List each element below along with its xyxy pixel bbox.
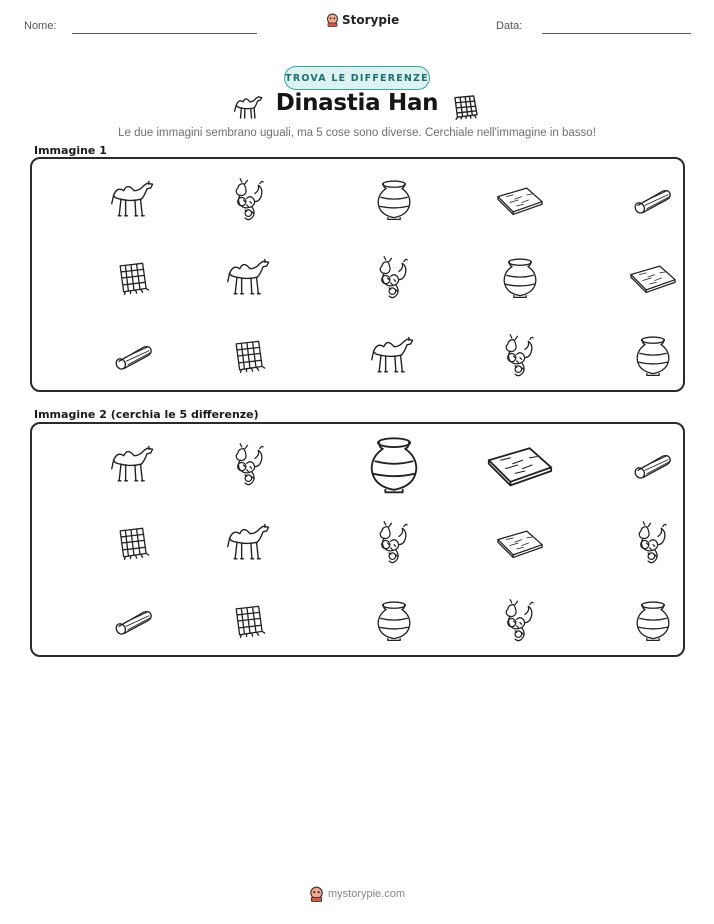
storypie-mascot-icon bbox=[309, 886, 324, 902]
silk-cloth-icon bbox=[449, 92, 483, 122]
paper-icon[interactable] bbox=[470, 504, 570, 582]
scroll-icon[interactable] bbox=[603, 426, 703, 504]
storypie-logo bbox=[326, 13, 399, 27]
pot-icon[interactable] bbox=[603, 582, 703, 660]
scroll-icon bbox=[84, 317, 184, 395]
page-title: Dinastia Han bbox=[275, 90, 439, 116]
name-line[interactable] bbox=[72, 33, 257, 34]
silk-cloth-icon[interactable] bbox=[84, 504, 184, 582]
pot-icon[interactable] bbox=[344, 426, 444, 504]
pot-icon[interactable] bbox=[344, 582, 444, 660]
image2-panel[interactable] bbox=[30, 422, 685, 657]
camel-icon bbox=[84, 161, 184, 239]
silk-cloth-icon bbox=[200, 317, 300, 395]
image1-label: Immagine 1 bbox=[34, 144, 107, 157]
brand-name: Storypie bbox=[342, 13, 400, 27]
pot-icon bbox=[344, 161, 444, 239]
dragon-icon bbox=[200, 161, 300, 239]
image2-label: Immagine 2 (cerchia le 5 differenze) bbox=[34, 408, 259, 421]
camel-icon[interactable] bbox=[84, 426, 184, 504]
camel-icon bbox=[344, 317, 444, 395]
dragon-icon[interactable] bbox=[344, 504, 444, 582]
image1-panel bbox=[30, 157, 685, 392]
date-line[interactable] bbox=[542, 33, 691, 34]
paper-icon bbox=[603, 239, 703, 317]
scroll-icon[interactable] bbox=[84, 582, 184, 660]
dragon-icon[interactable] bbox=[200, 426, 300, 504]
storypie-mascot-icon bbox=[326, 13, 339, 27]
name-label: Nome: bbox=[24, 20, 57, 32]
activity-badge: TROVA LE DIFFERENZE bbox=[284, 66, 430, 90]
camel-icon bbox=[200, 239, 300, 317]
paper-icon bbox=[470, 161, 570, 239]
footer-url[interactable]: mystorypie.com bbox=[328, 888, 406, 900]
pot-icon bbox=[603, 317, 703, 395]
dragon-icon[interactable] bbox=[470, 582, 570, 660]
date-label: Data: bbox=[496, 20, 523, 32]
silk-cloth-icon[interactable] bbox=[200, 582, 300, 660]
scroll-icon bbox=[603, 161, 703, 239]
footer bbox=[309, 886, 405, 902]
dragon-icon bbox=[344, 239, 444, 317]
dragon-icon bbox=[470, 317, 570, 395]
camel-icon[interactable] bbox=[200, 504, 300, 582]
silk-cloth-icon bbox=[84, 239, 184, 317]
pot-icon bbox=[470, 239, 570, 317]
dragon-icon[interactable] bbox=[603, 504, 703, 582]
paper-icon[interactable] bbox=[470, 426, 570, 504]
instructions: Le due immagini sembrano uguali, ma 5 cose sono diverse. Cerchiale nell'immagine in basso! bbox=[118, 127, 596, 139]
